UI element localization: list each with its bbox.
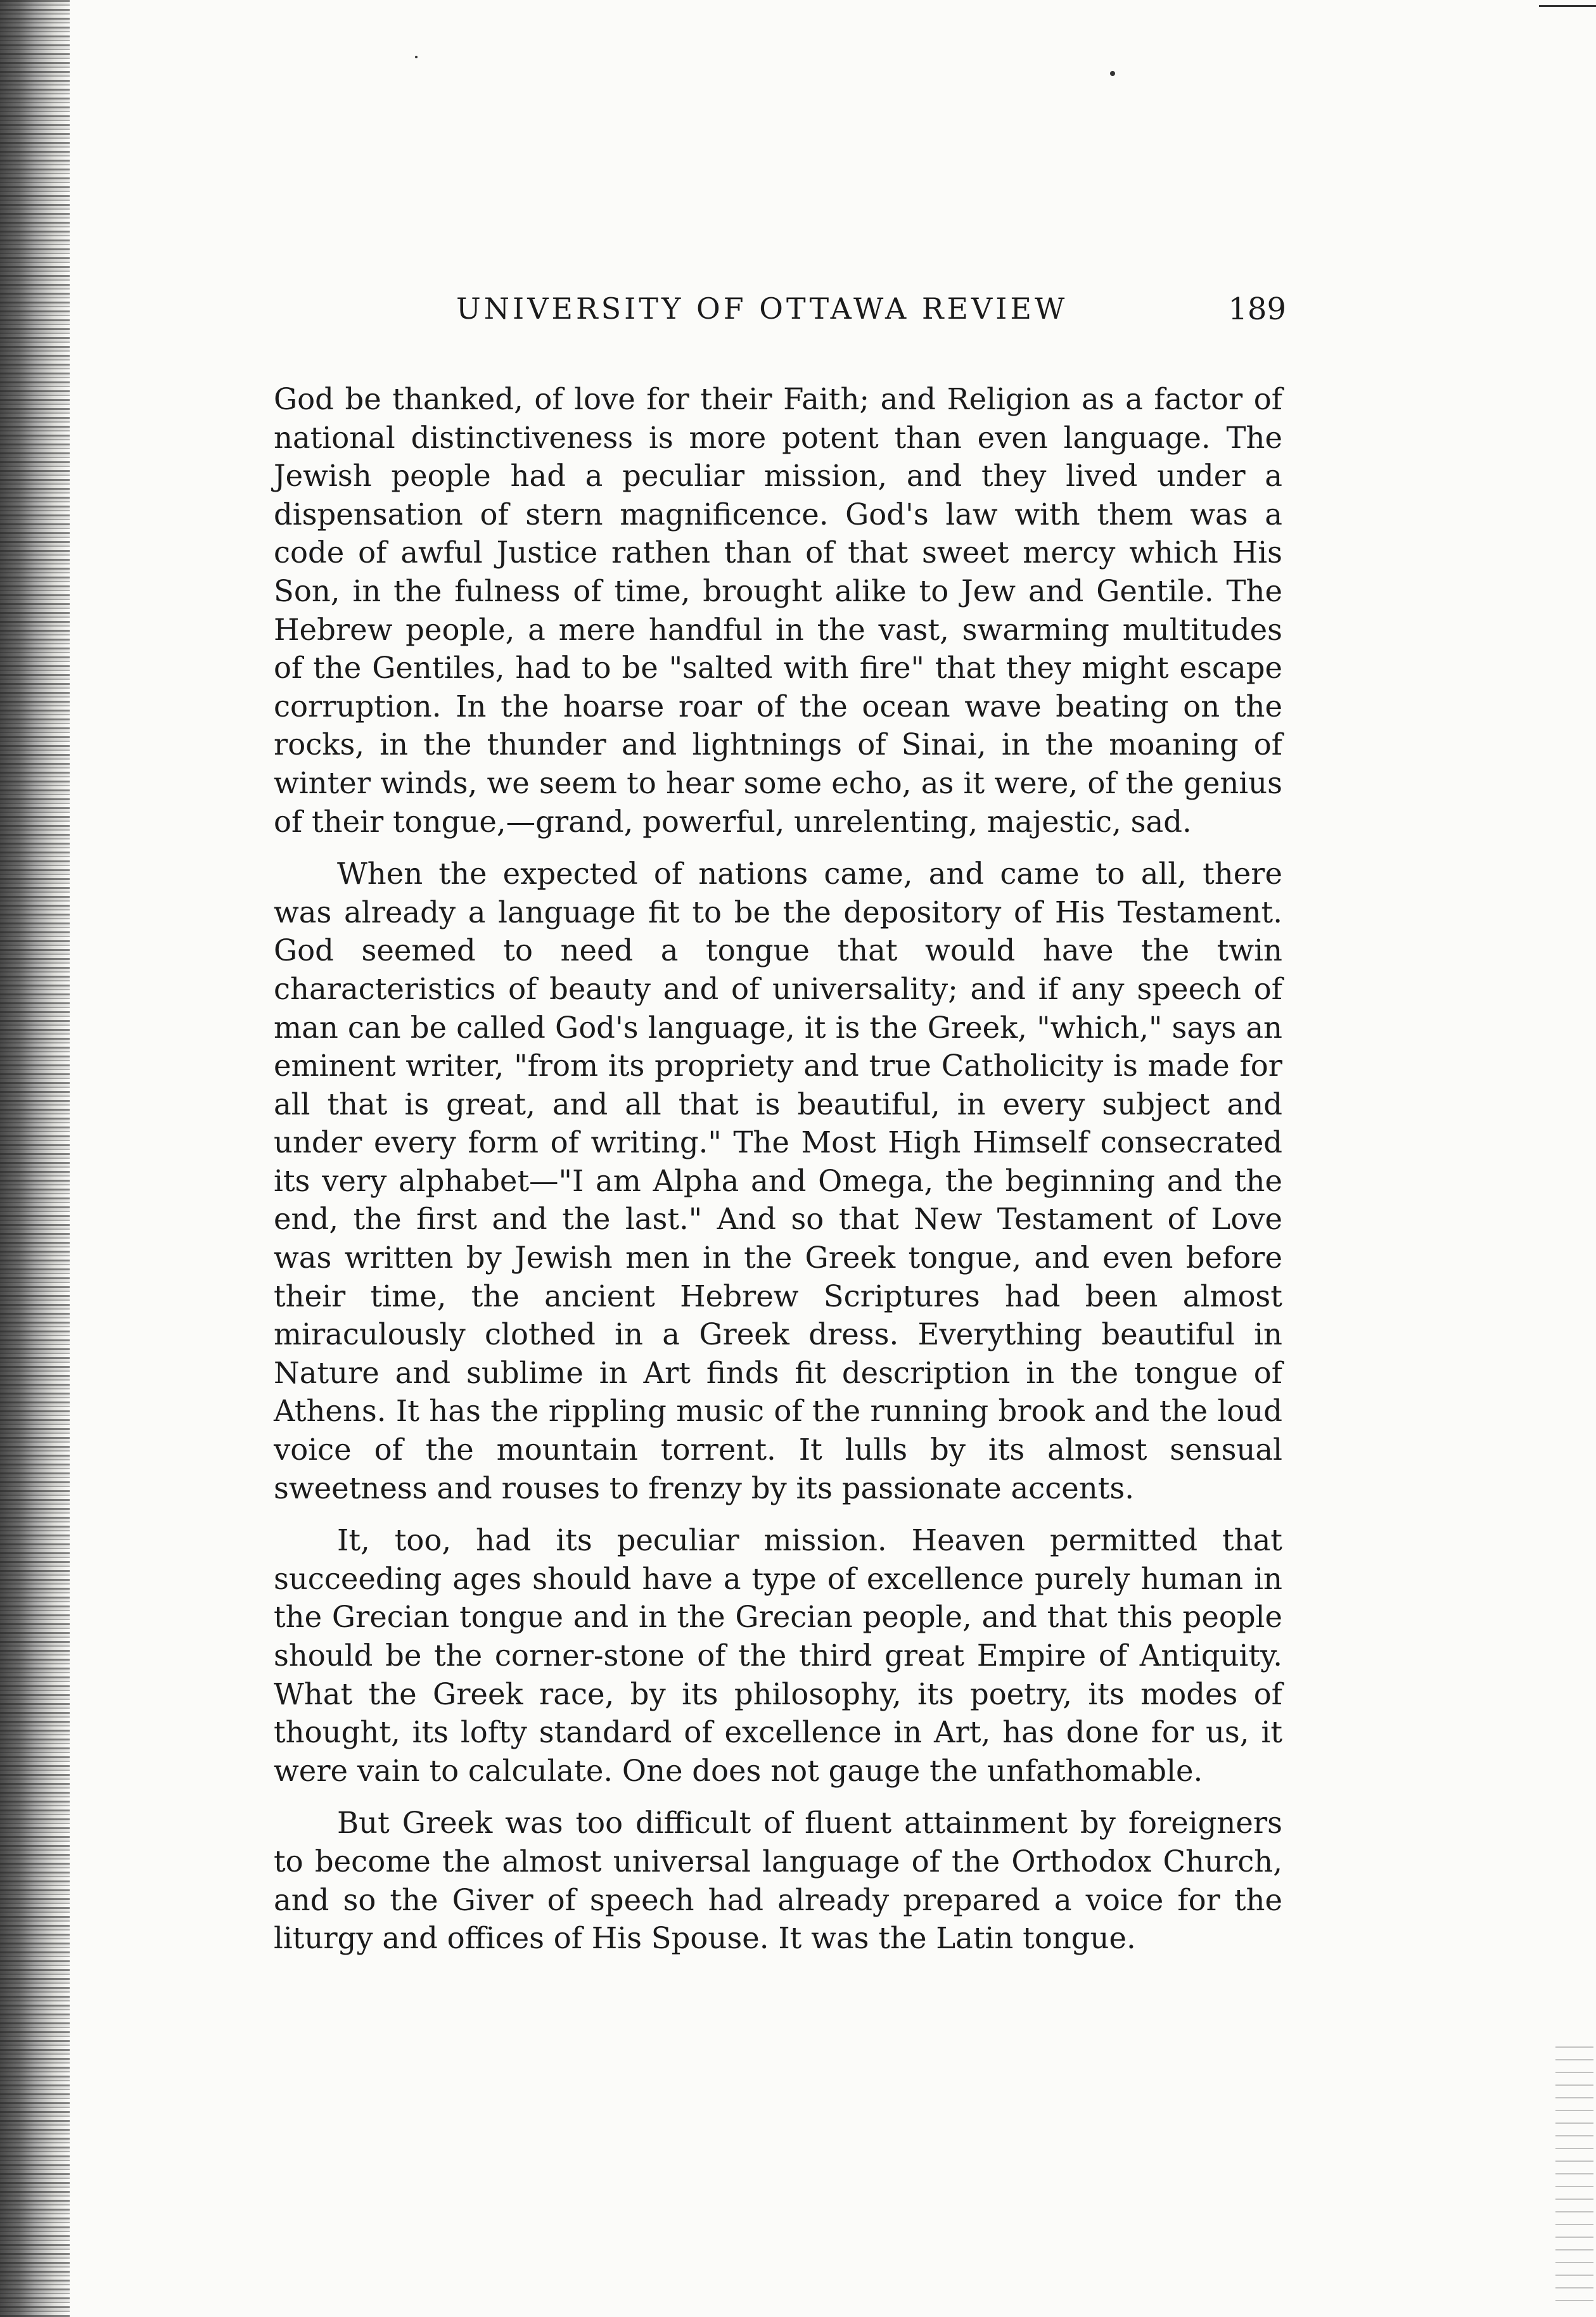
margin-scan-marks [1555,2046,1593,2313]
paragraph: But Greek was too difficult of fluent attainment by foreigners to become the almost universal language of the Orthodox Church, and so the Giver of speech had already prepared a voice for the liturgy and offices of His Spouse. It was the Latin tongue. [274,1806,1282,1956]
paragraph: When the expected of nations came, and came to all, there was already a language fit to be the depository of His Testament. God seemed to need a tongue that would have the twin characteristics of beauty and of universality; and if any speech of man can be called God's language, it is the Greek, "which," says an eminent writer, "from its propriety and true Catholicity is made for all that is great, and all that is beautiful, in every subject and under every form of writing." The Most High Himself consecrated its very alphabet—"I am Alpha and Omega, the beginning and the end, the first and the last." And so that New Testament of Love was written by Jewish men in the Greek tongue, and even before their time, the ancient Hebrew Scriptures had been almost miraculously clothed in a Greek dress. Everything beautiful in Nature and sublime in Art finds fit description in the tongue of Athens. It has the rippling music of the running brook and the loud voice of the mountain torrent. It lulls by its almost sensual sweetness and rouses to frenzy by its passionate accents. [274,857,1282,1505]
running-title: UNIVERSITY OF OTTAWA REVIEW [456,291,1068,326]
paragraph: God be thanked, of love for their Faith; and Religion as a factor of national distinctiveness is more potent than even language. The Jewish people had a peculiar mission, and they lived under a dispensation of stern magnificence. God's law with them was a code of awful Justice rathen than of that sweet mercy which His Son, in the fulness of time, brought alike to Jew and Gentile. The Hebrew people, a mere handful in the vast, swarming multitudes of the Gentiles, had to be "salted with fire" that they might escape corruption. In the hoarse roar of the ocean wave beating on the rocks, in the thunder and lightnings of Sinai, in the moaning of winter winds, we seem to hear some echo, as it were, of the genius of their tongue,—grand, powerful, unrelenting, majestic, sad. [274,382,1282,839]
corner-rule [1539,5,1596,7]
ink-speck [1110,71,1115,76]
page-header [272,291,1286,336]
ink-speck [415,56,418,58]
binding-edge-shadow [0,0,70,2317]
page-number: 189 [1228,291,1286,327]
paragraph: It, too, had its peculiar mission. Heaven permitted that succeeding ages should have a type of excellence purely human in the Grecian tongue and in the Grecian people, and that this people should be the corner-stone of the third great Empire of Antiquity. What the Greek race, by its philosophy, its poetry, its modes of thought, its lofty standard of excellence in Art, has done for us, it were vain to calculate. One does not gauge the unfathomable. [274,1523,1282,1788]
body-text [274,380,1282,1958]
